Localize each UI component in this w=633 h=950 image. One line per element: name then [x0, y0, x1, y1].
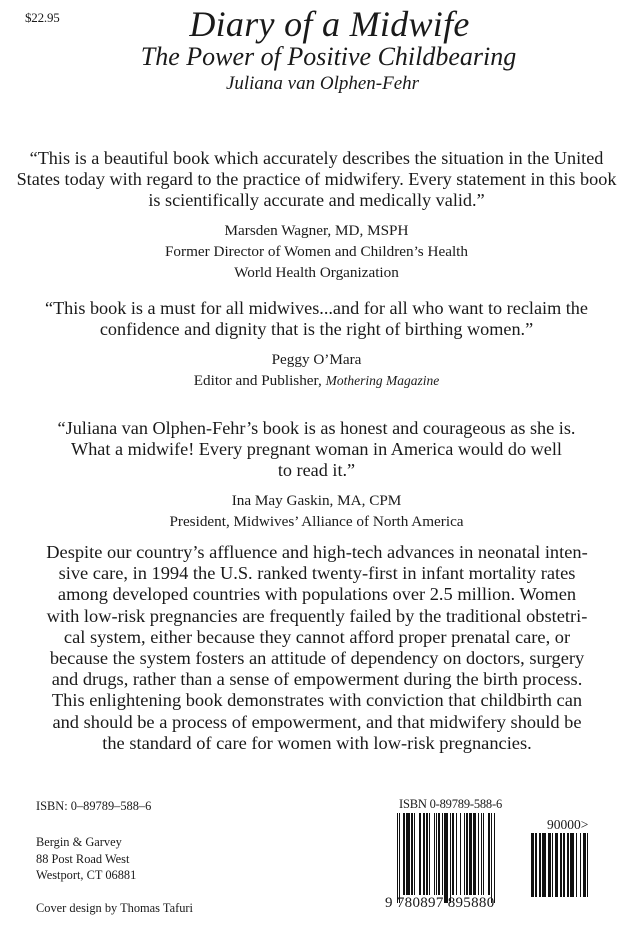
barcode-bar — [473, 813, 476, 895]
barcode-bar — [539, 833, 540, 897]
barcode-digits: 9 780897 895880 — [385, 895, 495, 911]
description-line: sive care, in 1994 the U.S. ranked twenty-first in infant mortality rates — [58, 563, 576, 584]
testimonial-line: What a midwife! Every pregnant woman in America would do well — [71, 439, 562, 459]
testimonial-title — [0, 370, 633, 391]
barcode-addon-label: 90000> — [547, 817, 589, 832]
book-description — [32, 542, 602, 754]
barcode-bar — [450, 813, 451, 903]
testimonial-name: Peggy O’Mara — [271, 351, 362, 368]
testimonial-publication: Mothering Magazine — [325, 373, 440, 388]
description-line: cal system, either because they cannot afford proper prenatal care, or — [63, 626, 571, 647]
book-subtitle: The Power of Positive Childbearing — [140, 42, 517, 71]
barcode-bar — [442, 813, 443, 895]
barcode-bar — [426, 813, 428, 895]
barcode-bar — [423, 813, 424, 895]
description-line: Despite our country’s affluence and high-tech advances in neonatal inten- — [46, 542, 588, 562]
barcode-bar — [555, 833, 558, 897]
testimonial-title: Former Director of Women and Children’s Health — [164, 243, 468, 260]
testimonial-1 — [0, 148, 633, 283]
barcode-bar — [452, 813, 454, 895]
barcode-bar — [460, 813, 461, 895]
description-line: This enlightening book demonstrates with conviction that childbirth can — [51, 690, 583, 711]
barcode-bar — [397, 813, 398, 903]
barcode-bar — [469, 813, 471, 895]
barcode-bar — [436, 813, 437, 895]
publisher-address — [36, 834, 136, 884]
barcode-isbn-label: ISBN 0-89789-588-6 — [399, 797, 502, 811]
barcode-bar — [494, 813, 495, 903]
testimonial-line: to read it.” — [277, 460, 356, 480]
description-line: because the system fosters an attitude of dependency on doctors, surgery — [49, 648, 585, 669]
barcode-bar — [464, 813, 465, 895]
barcode-bar — [560, 833, 561, 897]
publisher-street: 88 Post Road West — [36, 851, 130, 866]
price-label: $22.95 — [25, 10, 60, 25]
barcode-bar — [563, 833, 564, 897]
testimonial-2 — [0, 298, 633, 391]
barcode-bar — [535, 833, 536, 897]
description-line: with low-risk pregnancies are frequently failed by the traditional obstetri- — [46, 605, 588, 626]
barcode-bar — [576, 833, 577, 897]
barcode-bar — [414, 813, 415, 895]
barcode-bar — [403, 813, 405, 895]
barcode-bar — [483, 813, 484, 895]
barcode-bar — [567, 833, 568, 897]
barcode-bar — [548, 833, 551, 897]
barcode-bar — [570, 833, 574, 897]
testimonial-name: Ina May Gaskin, MA, CPM — [231, 492, 402, 509]
description-line: and should be a process of empowerment, and that midwifery should be — [52, 711, 582, 732]
barcode-bar — [466, 813, 468, 895]
testimonial-name: Marsden Wagner, MD, MSPH — [224, 222, 409, 239]
barcode-bar — [587, 833, 588, 897]
description-line: the standard of care for women with low-risk pregnancies. — [102, 732, 532, 753]
testimonial-text — [27, 418, 607, 481]
barcode-bar — [438, 813, 439, 895]
title-block — [0, 4, 633, 95]
barcode-bar — [542, 833, 546, 897]
testimonial-text: “This is a beautiful book which accurately describes the situation in the United States today with regard to the practice of midwifery. Every statement in this book is scientifically accurate and medically valid.” — [16, 148, 617, 210]
book-title: Diary of a Midwife — [189, 4, 470, 44]
barcode-bar — [478, 813, 479, 895]
cover-credit: Cover design by Thomas Tafuri — [36, 901, 193, 915]
description-line: among developed countries with populations over 2.5 million. Women — [57, 584, 577, 605]
barcode-bar — [488, 813, 490, 895]
barcode-bar — [481, 813, 482, 895]
testimonial-title: President, Midwives’ Alliance of North America — [169, 513, 464, 530]
barcode-addon-bars — [531, 833, 589, 897]
publisher-name: Bergin & Garvey — [36, 835, 122, 849]
barcode-bar — [429, 813, 430, 895]
barcode — [385, 795, 615, 920]
barcode-bar — [399, 813, 400, 903]
book-author: Juliana van Olphen-Fehr — [225, 73, 420, 94]
barcode-bar — [411, 813, 413, 895]
barcode-bar — [531, 833, 534, 897]
barcode-bar — [491, 813, 492, 903]
barcode-bar — [552, 833, 553, 897]
testimonial-line: “Juliana van Olphen-Fehr’s book is as honest and courageous as she is. — [57, 418, 576, 438]
barcode-bar — [406, 813, 409, 895]
isbn-text: ISBN: 0–89789–588–6 — [36, 799, 152, 813]
barcode-bar — [456, 813, 457, 895]
barcode-bar — [419, 813, 421, 895]
testimonial-organization: World Health Organization — [234, 264, 399, 281]
testimonial-3 — [0, 418, 633, 532]
barcode-bar — [444, 813, 447, 903]
testimonial-role: Editor and Publisher, — [193, 372, 322, 389]
description-line: and drugs, rather than a sense of empowerment during the birth process. — [51, 669, 583, 690]
barcode-bar — [580, 833, 581, 897]
barcode-bar — [583, 833, 586, 897]
barcode-main-bars — [397, 813, 513, 901]
publisher-city: Westport, CT 06881 — [36, 868, 137, 882]
testimonial-text: “This book is a must for all midwives...and for all who want to reclaim the confidence and dignity that is the right of birthing women.” — [45, 298, 588, 339]
barcode-bar — [434, 813, 435, 895]
